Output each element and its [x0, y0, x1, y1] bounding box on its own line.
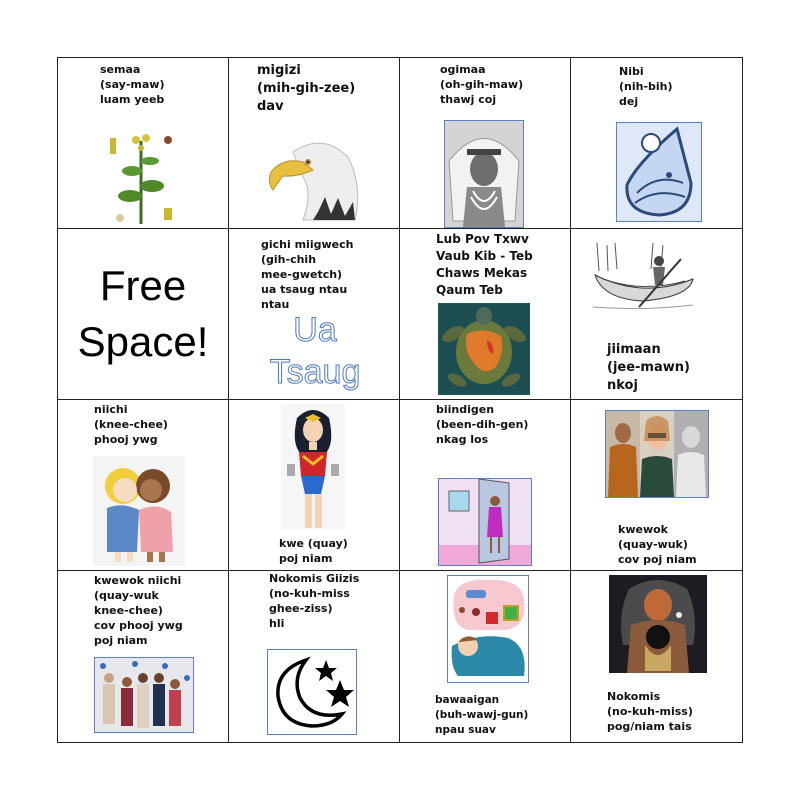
bingo-cell-turtle-island[interactable] [400, 229, 571, 400]
cell-label: jiimaan (jee-mawn) nkoj [607, 342, 690, 393]
bingo-cell-gichi-miigwech[interactable] [229, 229, 400, 400]
turtle-island-image [438, 303, 530, 395]
cell-label: Nibi (nih-bih) dej [619, 65, 673, 108]
bingo-cell-niichi[interactable] [58, 400, 229, 571]
bingo-cell-ogimaa[interactable] [400, 58, 571, 229]
canoe-sketch-image [593, 241, 695, 311]
bingo-cell-biindigen[interactable] [400, 400, 571, 571]
water-drop-image [616, 122, 702, 222]
cell-label: migizi (mih-gih-zee) dav [257, 63, 356, 114]
tobacco-plant-image [106, 126, 176, 226]
bingo-cell-kwe[interactable] [229, 400, 400, 571]
cell-label: ogimaa (oh-gih-maw) thawj coj [440, 63, 524, 106]
ua-tsaug-outline-text: Ua Tsaug [269, 311, 361, 391]
dreaming-child-image [447, 575, 529, 683]
chief-headdress-image [444, 120, 524, 228]
cell-label: kwe (quay) poj niam [279, 537, 348, 565]
group-of-women-photo [94, 657, 194, 733]
cell-label: Lub Pov Txwv Vaub Kib - Teb Chaws Mekas Qaum Teb [436, 232, 533, 297]
bingo-cell-kwewok[interactable] [571, 400, 742, 571]
cell-label: biindigen (been-dih-gen) nkag los [436, 403, 529, 446]
wonder-woman-image [281, 404, 345, 530]
cell-label: niichi (knee-chee) phooj ywg [94, 403, 168, 446]
bingo-cell-semaa[interactable] [58, 58, 229, 229]
cell-label: bawaaigan (buh-wawj-gun) npau suav [435, 694, 529, 736]
bingo-cell-nibi[interactable] [571, 58, 742, 229]
cell-label: Nokomis (no-kuh-miss) pog/niam tais [607, 690, 693, 733]
bingo-cell-free-space[interactable] [58, 229, 229, 400]
cell-label: gichi miigwech (gih-chih mee-gwetch) ua tsaug ntau ntau [261, 238, 354, 311]
bingo-cell-migizi[interactable] [229, 58, 400, 229]
woman-entering-door-image [438, 478, 532, 566]
cell-label: semaa (say-maw) luam yeeb [100, 63, 165, 106]
cell-label: Nokomis Giizis (no-kuh-miss ghee-ziss) hli [269, 572, 360, 630]
bingo-cell-nokomis[interactable] [571, 571, 742, 742]
bingo-cell-kwewok-niichi[interactable] [58, 571, 229, 742]
free-space-label: Free Space! [77, 262, 209, 365]
bingo-board [57, 57, 743, 743]
bingo-cell-nokomis-giizis[interactable] [229, 571, 400, 742]
hugging-friends-image [93, 456, 185, 566]
grandmother-painting-image [609, 575, 707, 673]
bingo-cell-jiimaan[interactable] [571, 229, 742, 400]
bald-eagle-image [263, 132, 363, 222]
bingo-cell-bawaaigan[interactable] [400, 571, 571, 742]
three-women-photos-image [605, 410, 709, 498]
moon-and-stars-image [267, 649, 357, 735]
cell-label: kwewok niichi (quay-wuk knee-chee) cov phooj ywg poj niam [94, 574, 183, 647]
cell-label: kwewok (quay-wuk) cov poj niam [618, 523, 697, 566]
